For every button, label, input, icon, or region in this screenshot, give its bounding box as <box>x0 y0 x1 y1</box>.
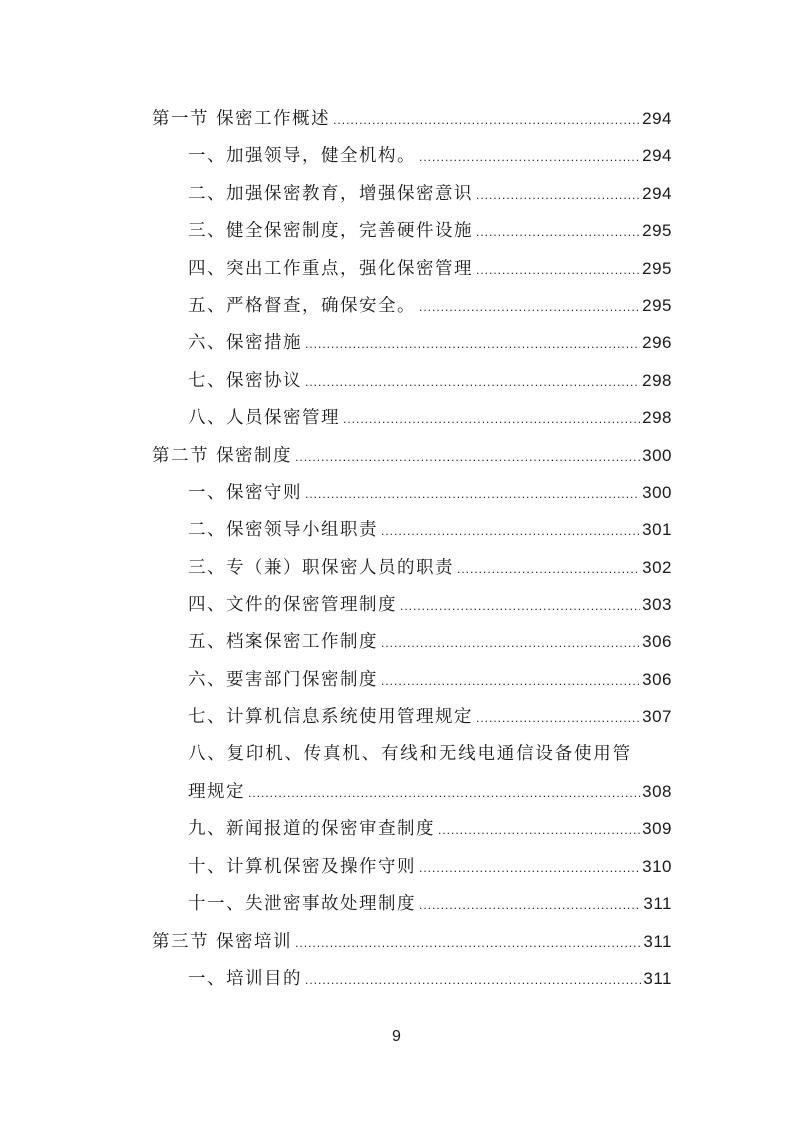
dot-leader <box>295 439 640 476</box>
toc-page-number: 306 <box>642 632 672 652</box>
toc-entry-title: 三、专（兼）职保密人员的职责 <box>188 557 454 578</box>
dot-leader <box>476 214 640 251</box>
toc-page-number: 298 <box>642 408 672 428</box>
toc-entry-title: 七、保密协议 <box>188 370 302 391</box>
toc-page-number: 310 <box>642 856 672 876</box>
toc-entry-title: 二、加强保密教育，增强保密意识 <box>188 183 473 204</box>
dot-leader <box>248 775 640 812</box>
toc-page-number: 301 <box>642 520 672 540</box>
toc-entry[interactable] <box>152 623 672 660</box>
dot-leader <box>419 850 640 887</box>
toc-page-number: 311 <box>643 894 672 914</box>
toc-section-entry[interactable] <box>152 923 672 960</box>
dot-leader <box>476 177 640 214</box>
toc-entry-title: 一、保密守则 <box>188 482 302 503</box>
dot-leader <box>381 513 640 550</box>
dot-leader <box>305 476 640 513</box>
toc-page-number: 298 <box>642 370 672 390</box>
toc-page-number: 309 <box>642 819 672 839</box>
toc-entry-title: 一、培训目的 <box>188 968 302 989</box>
toc-entry[interactable] <box>152 399 672 436</box>
toc-entry-title: 四、文件的保密管理制度 <box>188 595 397 616</box>
toc-page-number: 294 <box>642 109 672 128</box>
toc-entry-title-continuation: 理规定 <box>188 782 245 803</box>
toc-page-number: 311 <box>643 968 672 988</box>
toc-entry-wrapped-first-line[interactable] <box>152 736 672 773</box>
toc-entry[interactable] <box>152 885 672 922</box>
toc-entry-title: 五、严格督查，确保安全。 <box>188 295 416 316</box>
dot-leader <box>305 364 640 401</box>
toc-page-number: 308 <box>642 782 672 802</box>
toc-page-number: 296 <box>642 333 672 353</box>
toc-entry[interactable] <box>152 212 672 249</box>
table-of-contents <box>152 100 672 997</box>
toc-entry[interactable] <box>152 698 672 735</box>
toc-entry-title: 六、保密措施 <box>188 333 302 354</box>
toc-entry[interactable] <box>152 287 672 324</box>
toc-page-number: 311 <box>643 931 672 951</box>
toc-entry-title: 七、计算机信息系统使用管理规定 <box>188 707 473 728</box>
toc-entry-title: 九、新闻报道的保密审查制度 <box>188 819 435 840</box>
toc-entry[interactable] <box>152 474 672 511</box>
toc-entry[interactable] <box>152 137 672 174</box>
toc-page-number: 295 <box>642 221 672 241</box>
toc-entry-title: 一、加强领导，健全机构。 <box>188 146 416 167</box>
toc-page-number: 302 <box>642 557 672 577</box>
toc-entry-title: 三、健全保密制度，完善硬件设施 <box>188 221 473 242</box>
dot-leader <box>400 588 640 625</box>
dot-leader <box>333 102 640 139</box>
toc-page-number: 306 <box>642 669 672 689</box>
toc-entry-title: 八、复印机、传真机、有线和无线电通信设备使用管 <box>188 743 632 764</box>
toc-entry-title: 第一节 保密工作概述 <box>152 109 331 129</box>
dot-leader <box>419 289 640 326</box>
toc-entry-title: 第三节 保密培训 <box>152 931 293 952</box>
toc-entry-wrapped-continuation[interactable] <box>152 773 672 810</box>
toc-page-number: 294 <box>642 183 672 203</box>
toc-entry-title: 四、突出工作重点，强化保密管理 <box>188 258 473 279</box>
dot-leader <box>476 700 640 737</box>
toc-entry[interactable] <box>152 362 672 399</box>
dot-leader <box>295 925 641 962</box>
toc-page-number: 294 <box>642 146 672 166</box>
toc-entry[interactable] <box>152 960 672 997</box>
dot-leader <box>419 139 640 176</box>
toc-entry-title: 第二节 保密制度 <box>152 445 293 466</box>
toc-entry[interactable] <box>152 661 672 698</box>
toc-page-number: 303 <box>642 595 672 615</box>
dot-leader <box>419 887 641 924</box>
dot-leader <box>381 625 640 662</box>
toc-entry[interactable] <box>152 586 672 623</box>
toc-entry[interactable] <box>152 810 672 847</box>
toc-entry[interactable] <box>152 848 672 885</box>
toc-section-entry[interactable] <box>152 100 672 137</box>
dot-leader <box>381 663 640 700</box>
toc-entry[interactable] <box>152 549 672 586</box>
toc-entry[interactable] <box>152 511 672 548</box>
toc-page-number: 307 <box>642 707 672 727</box>
dot-leader <box>457 551 640 588</box>
toc-entry-title: 十、计算机保密及操作守则 <box>188 856 416 877</box>
toc-entry-title: 十一、失泄密事故处理制度 <box>188 894 416 915</box>
toc-entry[interactable] <box>152 250 672 287</box>
dot-leader <box>343 401 640 438</box>
toc-entry-title: 二、保密领导小组职责 <box>188 520 378 541</box>
toc-section-entry[interactable] <box>152 437 672 474</box>
toc-page-number: 300 <box>642 482 672 502</box>
toc-entry[interactable] <box>152 175 672 212</box>
dot-leader <box>305 326 640 363</box>
toc-entry-title: 八、人员保密管理 <box>188 408 340 429</box>
toc-page-number: 300 <box>642 445 672 465</box>
toc-entry-title: 六、要害部门保密制度 <box>188 669 378 690</box>
toc-entry[interactable] <box>152 324 672 361</box>
dot-leader <box>305 962 641 999</box>
toc-entry-title: 五、档案保密工作制度 <box>188 632 378 653</box>
dot-leader <box>438 812 640 849</box>
toc-page-number: 295 <box>642 295 672 315</box>
page-footer-number: 9 <box>392 1028 401 1045</box>
toc-page-number: 295 <box>642 258 672 278</box>
dot-leader <box>476 252 640 289</box>
